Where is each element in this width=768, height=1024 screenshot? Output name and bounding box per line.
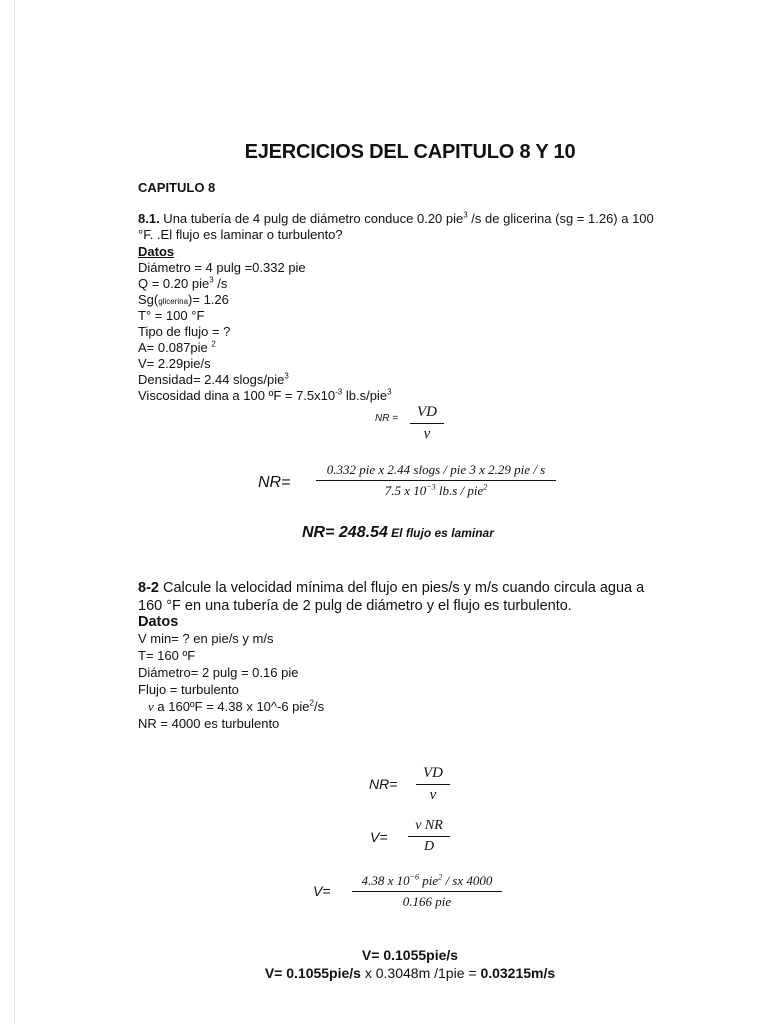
chapter-heading: CAPITULO 8 <box>138 180 216 195</box>
ex1-datos-block <box>138 244 392 404</box>
ex2-number: 8-2 <box>138 580 159 596</box>
ex2-diametro: Diámetro= 2 pulg = 0.16 pie <box>138 665 299 680</box>
ex2-datos-block <box>138 631 324 733</box>
ex2-vmin: V min= ? en pie/s y m/s <box>138 631 274 646</box>
ex2-eq3-fraction: 4.38 x $10^{-6}$ pie$^2$ / sx 4000 0.166 pie <box>352 873 502 910</box>
ex1-eq1-label: NR = <box>375 413 399 424</box>
ex1-diametro: Diámetro = 4 pulg =0.332 pie <box>138 260 306 275</box>
ex1-temperatura: T° = 100 °F <box>138 308 205 323</box>
ex2-nr: NR = 4000 es turbulento <box>138 716 280 731</box>
ex2-statement: 8-2 Calcule la velocidad mínima del flujo en pies/s y m/s cuando circula agua a 160 °F en una tubería de 2 pulg de diámetro y el flujo es turbulento. <box>138 580 645 614</box>
ex1-viscosidad: Viscosidad dina a 100 ºF = $7.5x10^{-3}$ lb.s/pie$^3$ <box>138 387 392 403</box>
ex2-datos-label: Datos <box>138 614 179 630</box>
ex1-result: NR= 248.54 El flujo es laminar <box>302 524 494 541</box>
ex2-eq1-label: NR= <box>369 776 398 792</box>
ex2-result-1: V= 0.1055pie/s <box>361 947 459 963</box>
ex2-temperatura: T= 160 ºF <box>138 648 196 663</box>
ex1-velocidad: V= 2.29pie/s <box>138 356 211 371</box>
ex1-datos-label: Datos <box>138 244 175 259</box>
ex2-eq1-fraction: VD v <box>416 765 450 804</box>
ex1-eq1-fraction: VD v <box>410 404 444 443</box>
ex1-eq2-fraction: 0.332 pie x 2.44 slogs / pie 3 x 2.29 pie / s 7.5 x $10^{-3}$ lb.s / pie$^2$ <box>316 462 556 499</box>
ex2-eq3-label: V= <box>313 883 331 899</box>
ex1-densidad: Densidad= 2.44 slogs/pie$^3$ <box>138 371 289 387</box>
ex1-statement: 8.1. Una tubería de 4 pulg de diámetro conduce 0.20 pie$^3$ /s de glicerina (sg = 1.26) a 100 °F. .El flujo es laminar o turbulento? <box>138 210 654 242</box>
ex1-eq2-label: NR= <box>258 474 291 491</box>
ex1-tipo-flujo: Tipo de flujo = ? <box>138 324 231 339</box>
ex1-area: A= 0.087pie $^2$ <box>138 339 216 355</box>
page-title: EJERCICIOS DEL CAPITULO 8 Y 10 <box>244 141 576 163</box>
ex1-caudal: Q = 0.20 pie$^3$ /s <box>138 275 228 291</box>
ex2-result-2: V= 0.1055pie/s x 0.3048m /1pie = 0.03215m/s <box>264 965 556 981</box>
ex2-viscosidad: v a 160ºF = 4.38 x 10^-6 pie$^2$/s <box>148 698 325 714</box>
ex2-eq2-fraction: v NR D <box>408 818 450 855</box>
ex1-number: 8.1. <box>138 211 160 226</box>
ex1-sg: Sg(glicerina)= 1.26 <box>138 292 229 307</box>
ex2-eq2-label: V= <box>370 829 388 845</box>
ex2-flujo: Flujo = turbulento <box>138 682 239 697</box>
